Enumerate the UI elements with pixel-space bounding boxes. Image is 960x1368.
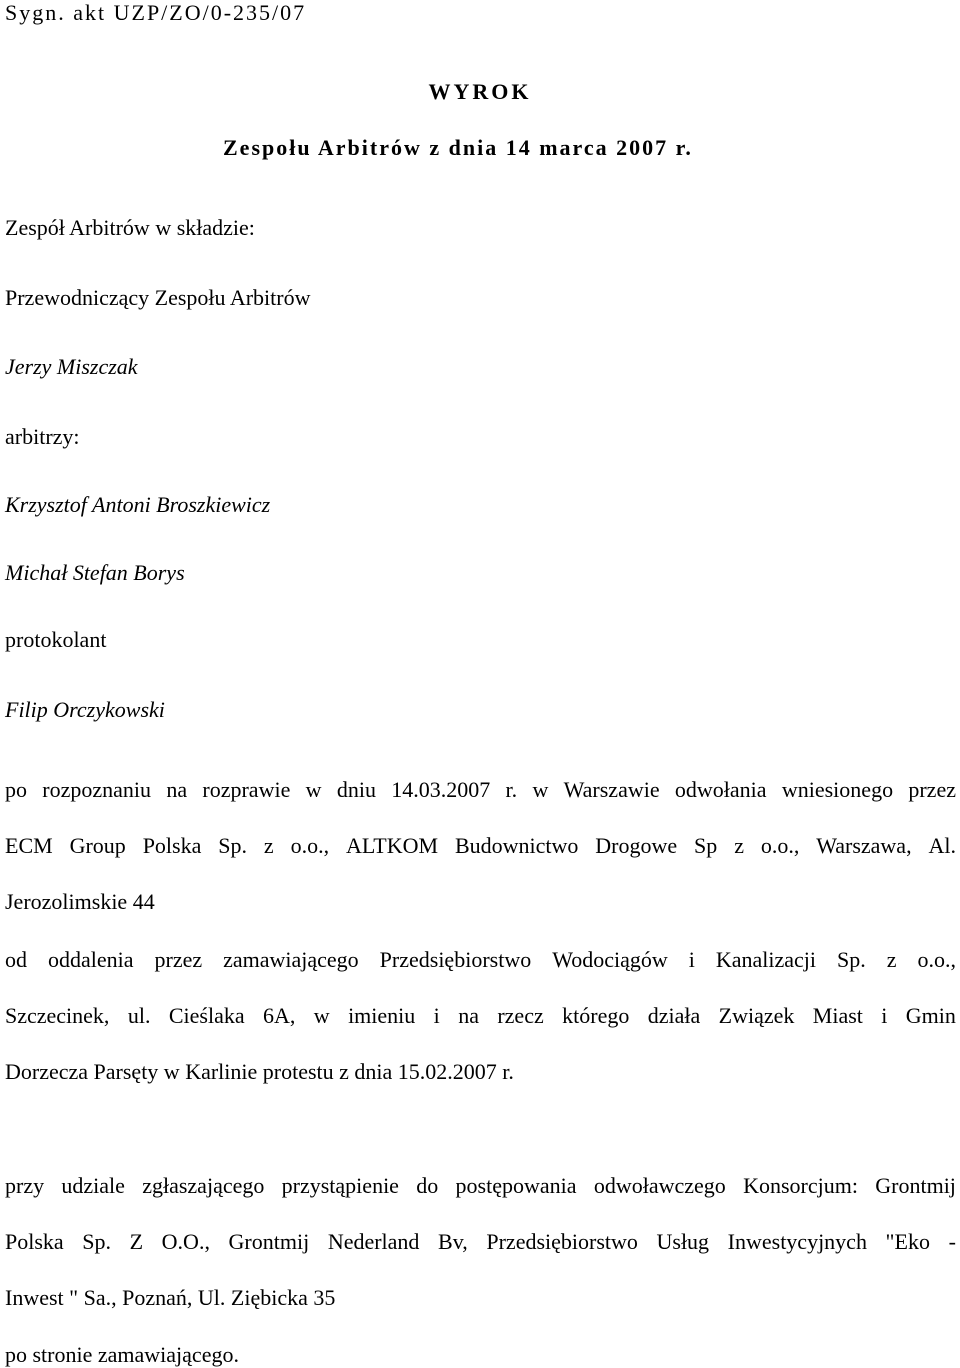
paragraph-3-line-2	[5, 1229, 956, 1255]
word: Drogowe	[595, 833, 678, 858]
word: o.o.,	[917, 947, 956, 972]
word: do	[416, 1173, 439, 1198]
word: imieniu	[348, 1003, 416, 1028]
paragraph-3-line-1	[5, 1173, 956, 1199]
word: Miast	[812, 1003, 863, 1028]
word: ECM	[5, 833, 53, 858]
chair-name: Jerzy Miszczak	[5, 354, 138, 379]
paragraph-1-line-3: Jerozolimskie 44	[5, 889, 155, 914]
word: Z	[129, 1229, 144, 1254]
case-signature: Sygn. akt UZP/ZO/0-235/07	[5, 0, 307, 25]
word: rozpoznaniu	[42, 777, 152, 802]
word: i	[433, 1003, 440, 1028]
word: Grontmij	[228, 1229, 310, 1254]
word: r.	[505, 777, 518, 802]
word: Nederland	[327, 1229, 420, 1254]
word: Warszawa,	[816, 833, 912, 858]
word: o.o.,	[290, 833, 330, 858]
arbiters-label: arbitrzy:	[5, 424, 80, 449]
word: od	[5, 947, 27, 972]
document-title: WYROK	[428, 79, 532, 104]
word: Grontmij	[875, 1173, 956, 1198]
word: rzecz	[497, 1003, 544, 1028]
word: zgłaszającego	[142, 1173, 265, 1198]
word: ALTKOM	[345, 833, 439, 858]
chair-label: Przewodniczący Zespołu Arbitrów	[5, 285, 311, 310]
word: z	[734, 833, 744, 858]
clerk-label: protokolant	[5, 627, 107, 652]
word: odwoławczego	[593, 1173, 726, 1198]
word: Przedsiębiorstwo	[379, 947, 532, 972]
panel-intro: Zespół Arbitrów w składzie:	[5, 215, 255, 240]
word: Kanalizacji	[715, 947, 816, 972]
paragraph-2-line-2	[5, 1003, 956, 1029]
word: 6A,	[263, 1003, 296, 1028]
word: działa	[647, 1003, 701, 1028]
word: Szczecinek,	[5, 1003, 110, 1028]
word: wniesionego	[781, 777, 894, 802]
word: Group	[69, 833, 126, 858]
arbiter-name-2: Michał Stefan Borys	[5, 560, 185, 585]
paragraph-1-line-1	[5, 777, 956, 803]
word: Przedsiębiorstwo	[486, 1229, 638, 1254]
word: oddalenia	[47, 947, 134, 972]
word: Sp.	[836, 947, 866, 972]
word: odwołania	[674, 777, 767, 802]
word: "Eko	[885, 1229, 930, 1254]
paragraph-1-line-2	[5, 833, 956, 859]
word: Sp.	[82, 1229, 112, 1254]
clerk-name: Filip Orczykowski	[5, 697, 165, 722]
word: O.O.,	[161, 1229, 210, 1254]
word: Warszawie	[563, 777, 660, 802]
word: w	[305, 777, 322, 802]
word: Cieślaka	[168, 1003, 245, 1028]
word: po	[5, 777, 27, 802]
word: Sp.	[218, 833, 248, 858]
word: Związek	[718, 1003, 795, 1028]
word: na	[166, 777, 188, 802]
word: i	[688, 947, 695, 972]
document-subtitle: Zespołu Arbitrów z dnia 14 marca 2007 r.	[223, 135, 693, 160]
word: przez	[908, 777, 956, 802]
word: Sp	[694, 833, 718, 858]
word: w	[313, 1003, 330, 1028]
word: -	[948, 1229, 956, 1254]
word: Wodociągów	[552, 947, 668, 972]
word: 14.03.2007	[391, 777, 491, 802]
word: przystąpienie	[281, 1173, 399, 1198]
word: i	[881, 1003, 888, 1028]
word: Al.	[928, 833, 956, 858]
word: o.o.,	[760, 833, 800, 858]
word: Polska	[142, 833, 202, 858]
arbiter-name-1: Krzysztof Antoni Broszkiewicz	[5, 492, 271, 517]
word: postępowania	[455, 1173, 577, 1198]
paragraph-3-line-3: Inwest " Sa., Poznań, Ul. Ziębicka 35	[5, 1285, 336, 1310]
paragraph-3-line-4: po stronie zamawiającego.	[5, 1342, 239, 1367]
word: Inwestycyjnych	[727, 1229, 867, 1254]
word: ul.	[127, 1003, 151, 1028]
word: Usług	[656, 1229, 710, 1254]
paragraph-2-line-3: Dorzecza Parsęty w Karlinie protestu z dnia 15.02.2007 r.	[5, 1059, 514, 1084]
word: na	[458, 1003, 479, 1028]
word: Polska	[5, 1229, 64, 1254]
word: Konsorcjum:	[743, 1173, 858, 1198]
word: Gmin	[905, 1003, 956, 1028]
word: z	[263, 833, 274, 858]
word: udziale	[61, 1173, 125, 1198]
word: w	[532, 777, 549, 802]
word: rozprawie	[202, 777, 291, 802]
word: którego	[562, 1003, 630, 1028]
word: zamawiającego	[223, 947, 359, 972]
word: przy	[5, 1173, 45, 1198]
word: dniu	[336, 777, 376, 802]
word: przez	[154, 947, 203, 972]
word: Budownictwo	[454, 833, 579, 858]
word: z	[886, 947, 897, 972]
word: Bv,	[438, 1229, 468, 1254]
paragraph-2-line-1	[5, 947, 956, 973]
